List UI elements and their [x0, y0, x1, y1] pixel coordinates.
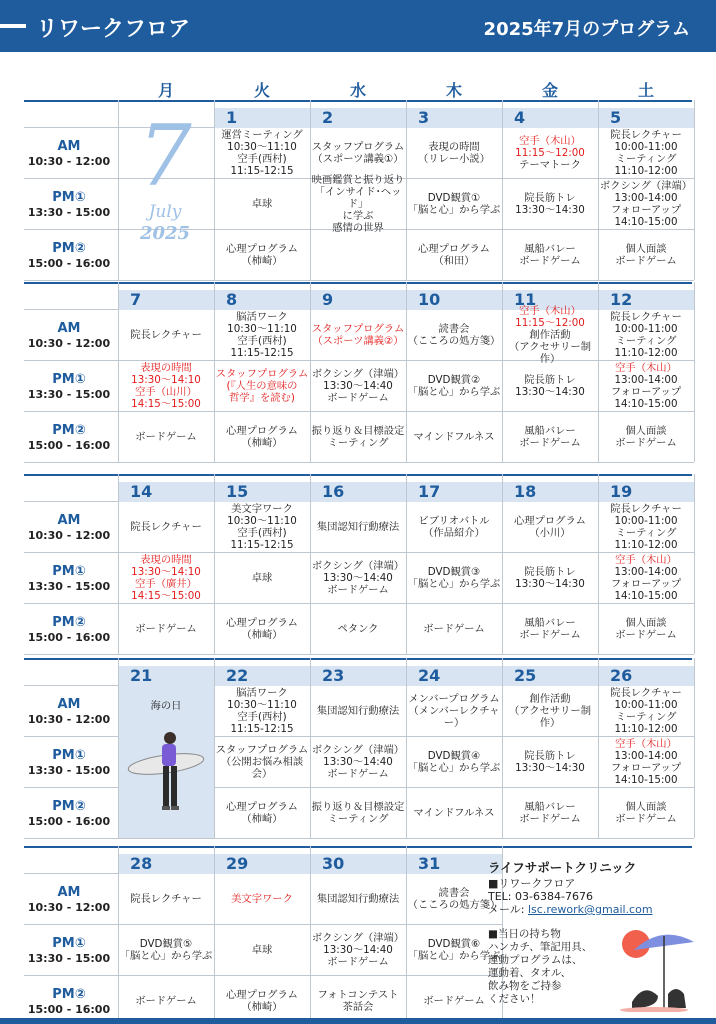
date-number: 22	[226, 666, 249, 685]
date-number: 14	[130, 482, 153, 501]
slot-time: 13:30 - 15:00	[27, 952, 111, 965]
program-highlight: 表現の時間 13:30～14:10 空手（山川） 14:15～15:00	[131, 362, 201, 410]
program-cell-pm2	[502, 412, 598, 462]
date-number: 26	[610, 666, 633, 685]
program-text: DVD観賞① 「脳と心」から学ぶ	[407, 192, 501, 216]
program-text: 集団認知行動療法	[316, 705, 400, 717]
week-0	[24, 100, 692, 280]
program-text: ボードゲーム	[423, 623, 485, 635]
program-cell-pm2	[310, 604, 406, 654]
program-highlight: スタッフプログラム （スポーツ講義②）	[311, 323, 405, 347]
date-number: 25	[514, 666, 537, 685]
month-year: 2025	[139, 223, 191, 244]
program-cell-pm2	[310, 230, 406, 280]
program-text: ビブリオバトル （作品紹介）	[418, 515, 490, 539]
program-cell-pm1	[310, 361, 406, 411]
date-number: 24	[418, 666, 441, 685]
program-text: ボクシング（津端） 13:30～14:40 ボードゲーム	[311, 744, 405, 780]
slot-time: 13:30 - 15:00	[27, 764, 111, 777]
slot-time: 15:00 - 16:00	[27, 631, 111, 644]
slot-name: AM	[57, 139, 81, 154]
date-number: 19	[610, 482, 633, 501]
program-cell-pm1	[406, 553, 502, 603]
program-text: フォトコンテスト 茶話会	[317, 989, 399, 1013]
slot-name: PM②	[52, 799, 86, 814]
slot-label	[24, 615, 114, 645]
program-text: ボードゲーム	[135, 995, 197, 1007]
date-number: 30	[322, 854, 345, 873]
slot-divider	[24, 462, 694, 463]
program-cell-pm2	[310, 788, 406, 838]
program-text: 院長レクチャー	[130, 893, 202, 905]
program-cell-am	[214, 310, 310, 360]
program-text: 風船バレー ボードゲーム	[519, 243, 581, 267]
surfer-illustration	[120, 728, 210, 838]
header-bar	[0, 0, 716, 52]
program-cell-pm2	[598, 604, 694, 654]
program-highlight: 空手（木山）	[615, 738, 677, 750]
clinic-floor: ■リワークフロア	[488, 877, 576, 890]
umbrella-illustration	[614, 922, 704, 1012]
program-text: 読書会 （こころの処方箋）	[407, 887, 501, 911]
date-number: 23	[322, 666, 345, 685]
program-text: 心理プログラム （柿崎）	[226, 617, 298, 641]
program-cell-pm2	[406, 412, 502, 462]
weekday-4: 金	[541, 81, 558, 100]
date-number: 1	[226, 108, 238, 127]
program-text: DVD観賞⑥ 「脳と心」から学ぶ	[407, 938, 501, 962]
header-accent	[0, 24, 26, 28]
program-cell-pm2	[214, 412, 310, 462]
program-cell-am	[118, 502, 214, 552]
program-cell-pm1	[406, 737, 502, 787]
program-text: ボードゲーム	[135, 623, 197, 635]
slot-label	[24, 423, 114, 453]
program-highlight: 空手（木山） 11:15～12:00	[515, 305, 585, 329]
slot-name: PM②	[52, 423, 86, 438]
clinic-info	[488, 860, 688, 916]
date-number: 17	[418, 482, 441, 501]
month-name: July	[148, 202, 182, 222]
program-cell-pm1	[214, 925, 310, 975]
program-text: DVD観賞③ 「脳と心」から学ぶ	[407, 566, 501, 590]
date-number: 10	[418, 290, 441, 309]
program-text: 風船バレー ボードゲーム	[519, 425, 581, 449]
slot-name: PM②	[52, 615, 86, 630]
program-cell-pm1	[214, 179, 310, 229]
program-cell-pm1	[406, 179, 502, 229]
program-text: 心理プログラム （柿崎）	[226, 801, 298, 825]
program-text: 心理プログラム （柿崎）	[226, 989, 298, 1013]
slot-divider	[24, 838, 694, 839]
program-text: DVD観賞⑤ 「脳と心」から学ぶ	[119, 938, 213, 962]
date-number: 3	[418, 108, 430, 127]
program-highlight: スタッフプログラム (『人生の意味の 哲学』を読む)	[215, 368, 309, 404]
slot-label	[24, 241, 114, 271]
program-text: 表現の時間 （リレー小説）	[417, 141, 491, 165]
program-cell-pm2	[598, 412, 694, 462]
program-cell-pm2	[502, 230, 598, 280]
slot-label	[24, 987, 114, 1017]
program-text: 院長レクチャー 10:00-11:00 ミーティング 11:10-12:00	[610, 129, 682, 177]
program-text: 心理プログラム （和田）	[418, 243, 490, 267]
slot-label	[24, 697, 114, 727]
slot-label	[24, 321, 114, 351]
program-highlight: 表現の時間 13:30～14:10 空手（廣井） 14:15～15:00	[131, 554, 201, 602]
program-cell-pm2	[598, 230, 694, 280]
slot-name: PM①	[52, 564, 86, 579]
slot-time: 13:30 - 15:00	[27, 388, 111, 401]
slot-time: 15:00 - 16:00	[27, 439, 111, 452]
program-cell-pm1	[118, 361, 214, 411]
program-cell-pm1	[118, 553, 214, 603]
program-cell-pm1	[502, 553, 598, 603]
date-number: 8	[226, 290, 238, 309]
program-cell-am	[598, 310, 694, 360]
slot-divider	[24, 654, 694, 655]
program-cell-pm1	[598, 737, 694, 787]
date-number: 16	[322, 482, 345, 501]
program-cell-pm2	[214, 604, 310, 654]
program-text: メンバープログラム （メンバーレクチャー）	[408, 693, 500, 729]
program-cell-pm2	[502, 604, 598, 654]
program-cell-am	[598, 686, 694, 736]
program-text: 院長筋トレ 13:30～14:30	[515, 750, 585, 774]
week-top-line	[24, 658, 692, 660]
program-cell-pm1	[598, 179, 694, 229]
program-highlight: 空手（木山）	[615, 554, 677, 566]
program-text: 集団認知行動療法	[316, 521, 400, 533]
program-cell-am	[406, 686, 502, 736]
program-highlight: 美文字ワーク	[231, 893, 293, 905]
slot-label	[24, 799, 114, 829]
program-text: DVD観賞② 「脳と心」から学ぶ	[407, 374, 501, 398]
program-text: マインドフルネス	[413, 807, 495, 819]
program-cell-pm2	[406, 230, 502, 280]
slot-label	[24, 936, 114, 966]
weekday-5: 土	[637, 81, 654, 100]
program-cell-pm2	[406, 604, 502, 654]
floor-title: リワークフロア	[36, 17, 191, 42]
program-text: 13:00-14:00 フォローアップ 14:10-15:00	[610, 750, 682, 786]
program-text: 心理プログラム （柿崎）	[226, 243, 298, 267]
program-cell-am	[406, 502, 502, 552]
program-text: 運営ミーティング 10:30～11:10 空手(西村) 11:15-12:15	[221, 129, 303, 177]
program-text: 個人面談 ボードゲーム	[615, 801, 677, 825]
program-cell-pm1	[598, 361, 694, 411]
program-cell-pm2	[502, 788, 598, 838]
program-text: 創作活動 （アクセサリー制作）	[508, 329, 592, 365]
program-cell-pm2	[406, 788, 502, 838]
week-1	[24, 282, 692, 462]
program-cell-am	[406, 128, 502, 178]
slot-name: PM②	[52, 987, 86, 1002]
program-highlight: 空手（木山）	[615, 362, 677, 374]
slot-time: 15:00 - 16:00	[27, 257, 111, 270]
week-top-line	[24, 282, 692, 284]
program-text: 心理プログラム （柿崎）	[226, 425, 298, 449]
week-top-line	[24, 474, 692, 476]
tel-label: TEL:	[488, 890, 512, 903]
program-cell-pm1	[310, 737, 406, 787]
weekday-1: 火	[253, 81, 270, 100]
weekday-0: 月	[157, 81, 174, 100]
program-cell-pm2	[118, 412, 214, 462]
slot-name: AM	[57, 885, 81, 900]
date-number: 4	[514, 108, 526, 127]
slot-label	[24, 564, 114, 594]
program-cell-pm1	[214, 553, 310, 603]
program-highlight: 空手（木山） 11:15～12:00	[515, 135, 585, 159]
program-cell-pm1	[598, 553, 694, 603]
program-text: 映画鑑賞と振り返り 「インサイド･ヘッド」 に学ぶ 感情の世界	[311, 174, 405, 234]
program-text: ボクシング（津端） 13:30～14:40 ボードゲーム	[311, 932, 405, 968]
program-text: 美文字ワーク 10:30～11:10 空手(西村) 11:15-12:15	[227, 503, 297, 551]
mail-label: メール:	[488, 903, 525, 916]
program-text: 風船バレー ボードゲーム	[519, 801, 581, 825]
program-text: 卓球	[251, 198, 273, 210]
slot-label	[24, 748, 114, 778]
program-cell-pm1	[310, 553, 406, 603]
slot-name: AM	[57, 321, 81, 336]
weekday-3: 木	[445, 81, 462, 100]
week-top-line	[24, 846, 692, 848]
slot-label	[24, 513, 114, 543]
program-text: 卓球	[251, 944, 273, 956]
date-number: 18	[514, 482, 537, 501]
slot-name: PM①	[52, 936, 86, 951]
column-divider	[694, 100, 695, 280]
program-title: 2025年7月のプログラム	[483, 19, 690, 40]
slot-time: 10:30 - 12:00	[27, 901, 111, 914]
program-text: スタッフプログラム （公開お悩み相談会）	[215, 744, 309, 780]
program-cell-am	[406, 310, 502, 360]
slot-time: 10:30 - 12:00	[27, 529, 111, 542]
slot-time: 15:00 - 16:00	[27, 1003, 111, 1016]
date-number: 31	[418, 854, 441, 873]
date-number: 11	[514, 290, 537, 309]
program-cell-am	[118, 874, 214, 924]
program-text: 読書会 （こころの処方箋）	[407, 323, 501, 347]
program-text: 振り返り＆目標設定 ミーティング	[311, 801, 405, 825]
holiday-name: 海の日	[150, 700, 182, 712]
slot-label	[24, 190, 114, 220]
program-cell-am	[502, 502, 598, 552]
program-cell-pm2	[118, 604, 214, 654]
slot-name: AM	[57, 513, 81, 528]
tel-line	[488, 890, 688, 903]
program-text: 院長筋トレ 13:30～14:30	[515, 192, 585, 216]
date-number: 7	[130, 290, 142, 309]
program-text: 心理プログラム （小川）	[514, 515, 586, 539]
program-cell-pm1	[118, 925, 214, 975]
tel-number: 03-6384-7676	[515, 890, 593, 903]
program-cell-am	[310, 502, 406, 552]
program-cell-pm2	[118, 976, 214, 1024]
slot-name: PM②	[52, 241, 86, 256]
week-top-line	[24, 100, 692, 102]
program-cell-am	[214, 502, 310, 552]
program-text: テーマトーク	[519, 159, 581, 171]
program-cell-pm1	[502, 361, 598, 411]
program-cell-am	[598, 128, 694, 178]
slot-label	[24, 885, 114, 915]
program-text: DVD観賞④ 「脳と心」から学ぶ	[407, 750, 501, 774]
date-number: 5	[610, 108, 622, 127]
program-cell-pm2	[310, 976, 406, 1024]
program-cell-am	[214, 874, 310, 924]
column-divider	[694, 282, 695, 462]
program-text: ボクシング（津端） 13:00-14:00 フォローアップ 14:10-15:00	[599, 180, 693, 228]
program-text: 院長筋トレ 13:30～14:30	[515, 374, 585, 398]
slot-time: 13:30 - 15:00	[27, 580, 111, 593]
week-2	[24, 474, 692, 654]
program-cell-am	[310, 686, 406, 736]
program-text: 個人面談 ボードゲーム	[615, 425, 677, 449]
slot-name: PM①	[52, 190, 86, 205]
program-text: ボードゲーム	[423, 995, 485, 1007]
slot-label	[24, 372, 114, 402]
program-cell-pm2	[214, 230, 310, 280]
clinic-name: ライフサポートクリニック	[488, 860, 637, 875]
program-cell-pm2	[598, 788, 694, 838]
weekday-2: 水	[349, 81, 366, 100]
footer-line	[0, 1018, 716, 1024]
program-text: 13:00-14:00 フォローアップ 14:10-15:00	[610, 374, 682, 410]
program-cell-pm2	[214, 788, 310, 838]
program-cell-pm1	[406, 361, 502, 411]
month-number: 7	[138, 107, 192, 205]
program-text: マインドフルネス	[413, 431, 495, 443]
date-number: 21	[130, 666, 153, 685]
program-text: ペタンク	[337, 623, 379, 635]
program-cell-am	[502, 305, 598, 365]
program-text: 院長レクチャー	[130, 521, 202, 533]
column-divider	[694, 474, 695, 654]
slot-time: 10:30 - 12:00	[27, 337, 111, 350]
program-text: 個人面談 ボードゲーム	[615, 243, 677, 267]
date-number: 9	[322, 290, 334, 309]
program-text: 院長筋トレ 13:30～14:30	[515, 566, 585, 590]
slot-name: PM①	[52, 748, 86, 763]
slot-time: 15:00 - 16:00	[27, 815, 111, 828]
program-cell-pm1	[502, 179, 598, 229]
slot-time: 10:30 - 12:00	[27, 155, 111, 168]
program-cell-pm1	[310, 925, 406, 975]
slot-time: 13:30 - 15:00	[27, 206, 111, 219]
program-text: 集団認知行動療法	[316, 893, 400, 905]
slot-name: AM	[57, 697, 81, 712]
big-month	[118, 107, 212, 258]
date-number: 15	[226, 482, 249, 501]
program-text: ボクシング（津端） 13:30～14:40 ボードゲーム	[311, 368, 405, 404]
date-number: 28	[130, 854, 153, 873]
program-cell-am	[214, 686, 310, 736]
program-cell-pm2	[310, 412, 406, 462]
program-text: 振り返り＆目標設定 ミーティング	[311, 425, 405, 449]
program-cell-am	[598, 502, 694, 552]
program-cell-am	[502, 128, 598, 178]
mail-address[interactable]: lsc.rework@gmail.com	[528, 903, 653, 916]
slot-divider	[24, 280, 694, 281]
slot-time: 10:30 - 12:00	[27, 713, 111, 726]
program-text: 院長レクチャー 10:00-11:00 ミーティング 11:10-12:00	[610, 311, 682, 359]
program-text: 脳活ワーク 10:30～11:10 空手(西村) 11:15-12:15	[227, 687, 297, 735]
date-number: 29	[226, 854, 249, 873]
date-number: 2	[322, 108, 334, 127]
program-text: 脳活ワーク 10:30～11:10 空手(西村) 11:15-12:15	[227, 311, 297, 359]
program-text: 個人面談 ボードゲーム	[615, 617, 677, 641]
program-text: 創作活動 （アクセサリー制作）	[508, 693, 592, 729]
program-cell-am	[214, 128, 310, 178]
program-cell-pm1	[310, 174, 406, 234]
program-cell-am	[118, 310, 214, 360]
program-text: 風船バレー ボードゲーム	[519, 617, 581, 641]
program-text: ボクシング（津端） 13:30～14:40 ボードゲーム	[311, 560, 405, 596]
bring-items: ■当日の持ち物 ハンカチ、筆記用具、 運動プログラムは、 運動着、タオル、 飲み物をご持参 ください！	[488, 928, 593, 1005]
column-divider	[694, 658, 695, 838]
program-text: スタッフプログラム （スポーツ講義①）	[311, 141, 405, 165]
program-text: 卓球	[251, 572, 273, 584]
program-cell-am	[310, 874, 406, 924]
program-cell-am	[502, 686, 598, 736]
program-cell-pm2	[214, 976, 310, 1024]
slot-name: PM①	[52, 372, 86, 387]
week-3	[24, 658, 692, 838]
program-text: 13:00-14:00 フォローアップ 14:10-15:00	[610, 566, 682, 602]
program-text: ボードゲーム	[135, 431, 197, 443]
program-cell-pm1	[214, 737, 310, 787]
program-cell-am	[310, 310, 406, 360]
program-text: 院長レクチャー 10:00-11:00 ミーティング 11:10-12:00	[610, 503, 682, 551]
program-cell-pm1	[502, 737, 598, 787]
date-number: 12	[610, 290, 633, 309]
program-text: 院長レクチャー 10:00-11:00 ミーティング 11:10-12:00	[610, 687, 682, 735]
mail-line	[488, 903, 688, 916]
program-cell-pm1	[214, 361, 310, 411]
slot-label	[24, 139, 114, 169]
program-text: 院長レクチャー	[130, 329, 202, 341]
program-cell-am	[310, 128, 406, 178]
